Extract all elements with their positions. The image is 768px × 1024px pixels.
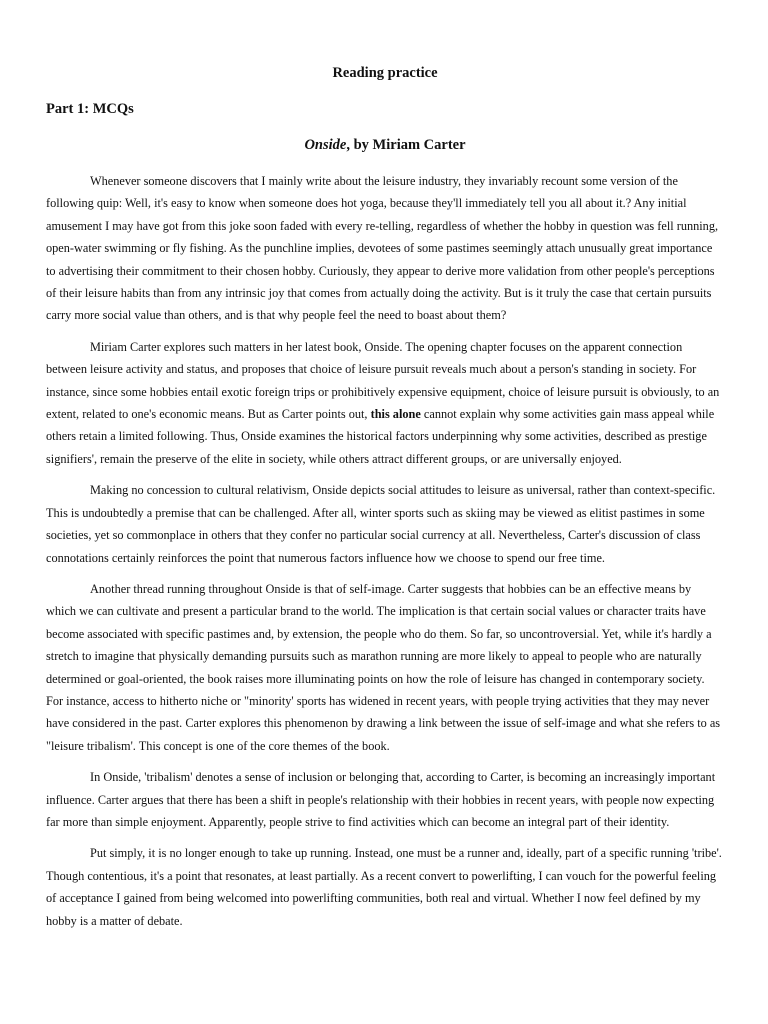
paragraph-2 [46, 336, 724, 470]
paragraph-1: Whenever someone discovers that I mainly write about the leisure industry, they invariably recount some version of the following quip: Well, it's easy to know when someone does hot yoga, because they'll immediately tell you all about it.? Any initial amusement I may have got from this joke soon faded with every re-telling, regardless of whether the hobby in question was fell running, open-water swimming or fly fishing. As the punchline implies, devotees of some pastimes seemingly attach unusually great importance to advertising their commitment to their chosen hobby. Curiously, they appear to derive more validation from other people's perceptions of their leisure habits than from any intrinsic joy that comes from actually doing the activity. But is it truly the case that certain pursuits carry more social value than others, and is that why people feel the need to boast about them? [46, 174, 719, 323]
article-title-rest: , by Miriam Carter [346, 137, 466, 153]
paragraph-2-after: cannot explain why some activities gain mass appeal while others retain a limited following. Thus, Onside examines the historical factors underpinning why some activities, described as prestige signifiers', remain the preserve of the elite in society, while others attract different groups, or are universally enjoyed. [46, 407, 715, 466]
paragraph-2-bold: this alone [370, 407, 421, 422]
paragraph-2-before: Miriam Carter explores such matters in her latest book, Onside. The opening chapter focuses on the apparent connection between leisure activity and status, and proposes that choice of leisure pursuit reveals much about a person's standing in society. For instance, since some hobbies entail exotic foreign trips or prohibitively expensive equipment, choice of leisure pursuit is obviously, to an extent, related to one's economic means. But as Carter points out, [46, 339, 720, 422]
paragraph-6: Put simply, it is no longer enough to take up running. Instead, one must be a runner and, ideally, part of a specific running 'tribe'. Though contentious, it's a point that resonates, at least partially. As a recent convert to powerlifting, I can vouch for the powerful feeling of acceptance I gained from being welcomed into powerlifting communities, both real and virtual. Whether I now feel defined by my hobby is a matter of debate. [46, 846, 722, 928]
article-title [46, 136, 724, 154]
paragraph-3: Making no concession to cultural relativism, Onside depicts social attitudes to leisure as universal, rather than context-specific. This is undoubtedly a premise that can be challenged. After all, winter sports such as skiing may be viewed as elitist pastimes in some societies, yet so commonplace in others that they confer no particular social currency at all. Nevertheless, Carter's discussion of class connotations certainly reinforces the point that numerous factors influence how we choose to spend our free time. [46, 483, 716, 565]
paragraph-4: Another thread running throughout Onside is that of self-image. Carter suggests that hobbies can be an effective means by which we can cultivate and present a particular brand to the world. The implication is that certain social values or character traits have become associated with specific pastimes and, by extension, the people who do them. So far, so uncontroversial. Yet, while it's hardly a stretch to imagine that physically demanding pursuits such as marathon running are more likely to appeal to people who are naturally determined or goal-oriented, the book raises more illuminating points on how the role of leisure has changed in contemporary society. For instance, access to hitherto niche or "minority' sports has widened in recent years, with people trying activities that they may never have considered in the past. Carter explores this phenomenon by drawing a link between the issue of self-image and what she refers to as "leisure tribalism'. This concept is one of the core themes of the book. [46, 581, 721, 753]
part-heading: Part 1: MCQs [46, 101, 134, 117]
paragraph-5: In Onside, 'tribalism' denotes a sense of inclusion or belonging that, according to Carter, is becoming an increasingly important influence. Carter argues that there has been a shift in people's relationship with their hobbies in recent years, with people now expecting far more than simple enjoyment. Apparently, people strive to find activities which can become an integral part of their identity. [46, 770, 716, 829]
document-title: Reading practice [332, 65, 438, 81]
article-title-italic: Onside [304, 137, 347, 153]
